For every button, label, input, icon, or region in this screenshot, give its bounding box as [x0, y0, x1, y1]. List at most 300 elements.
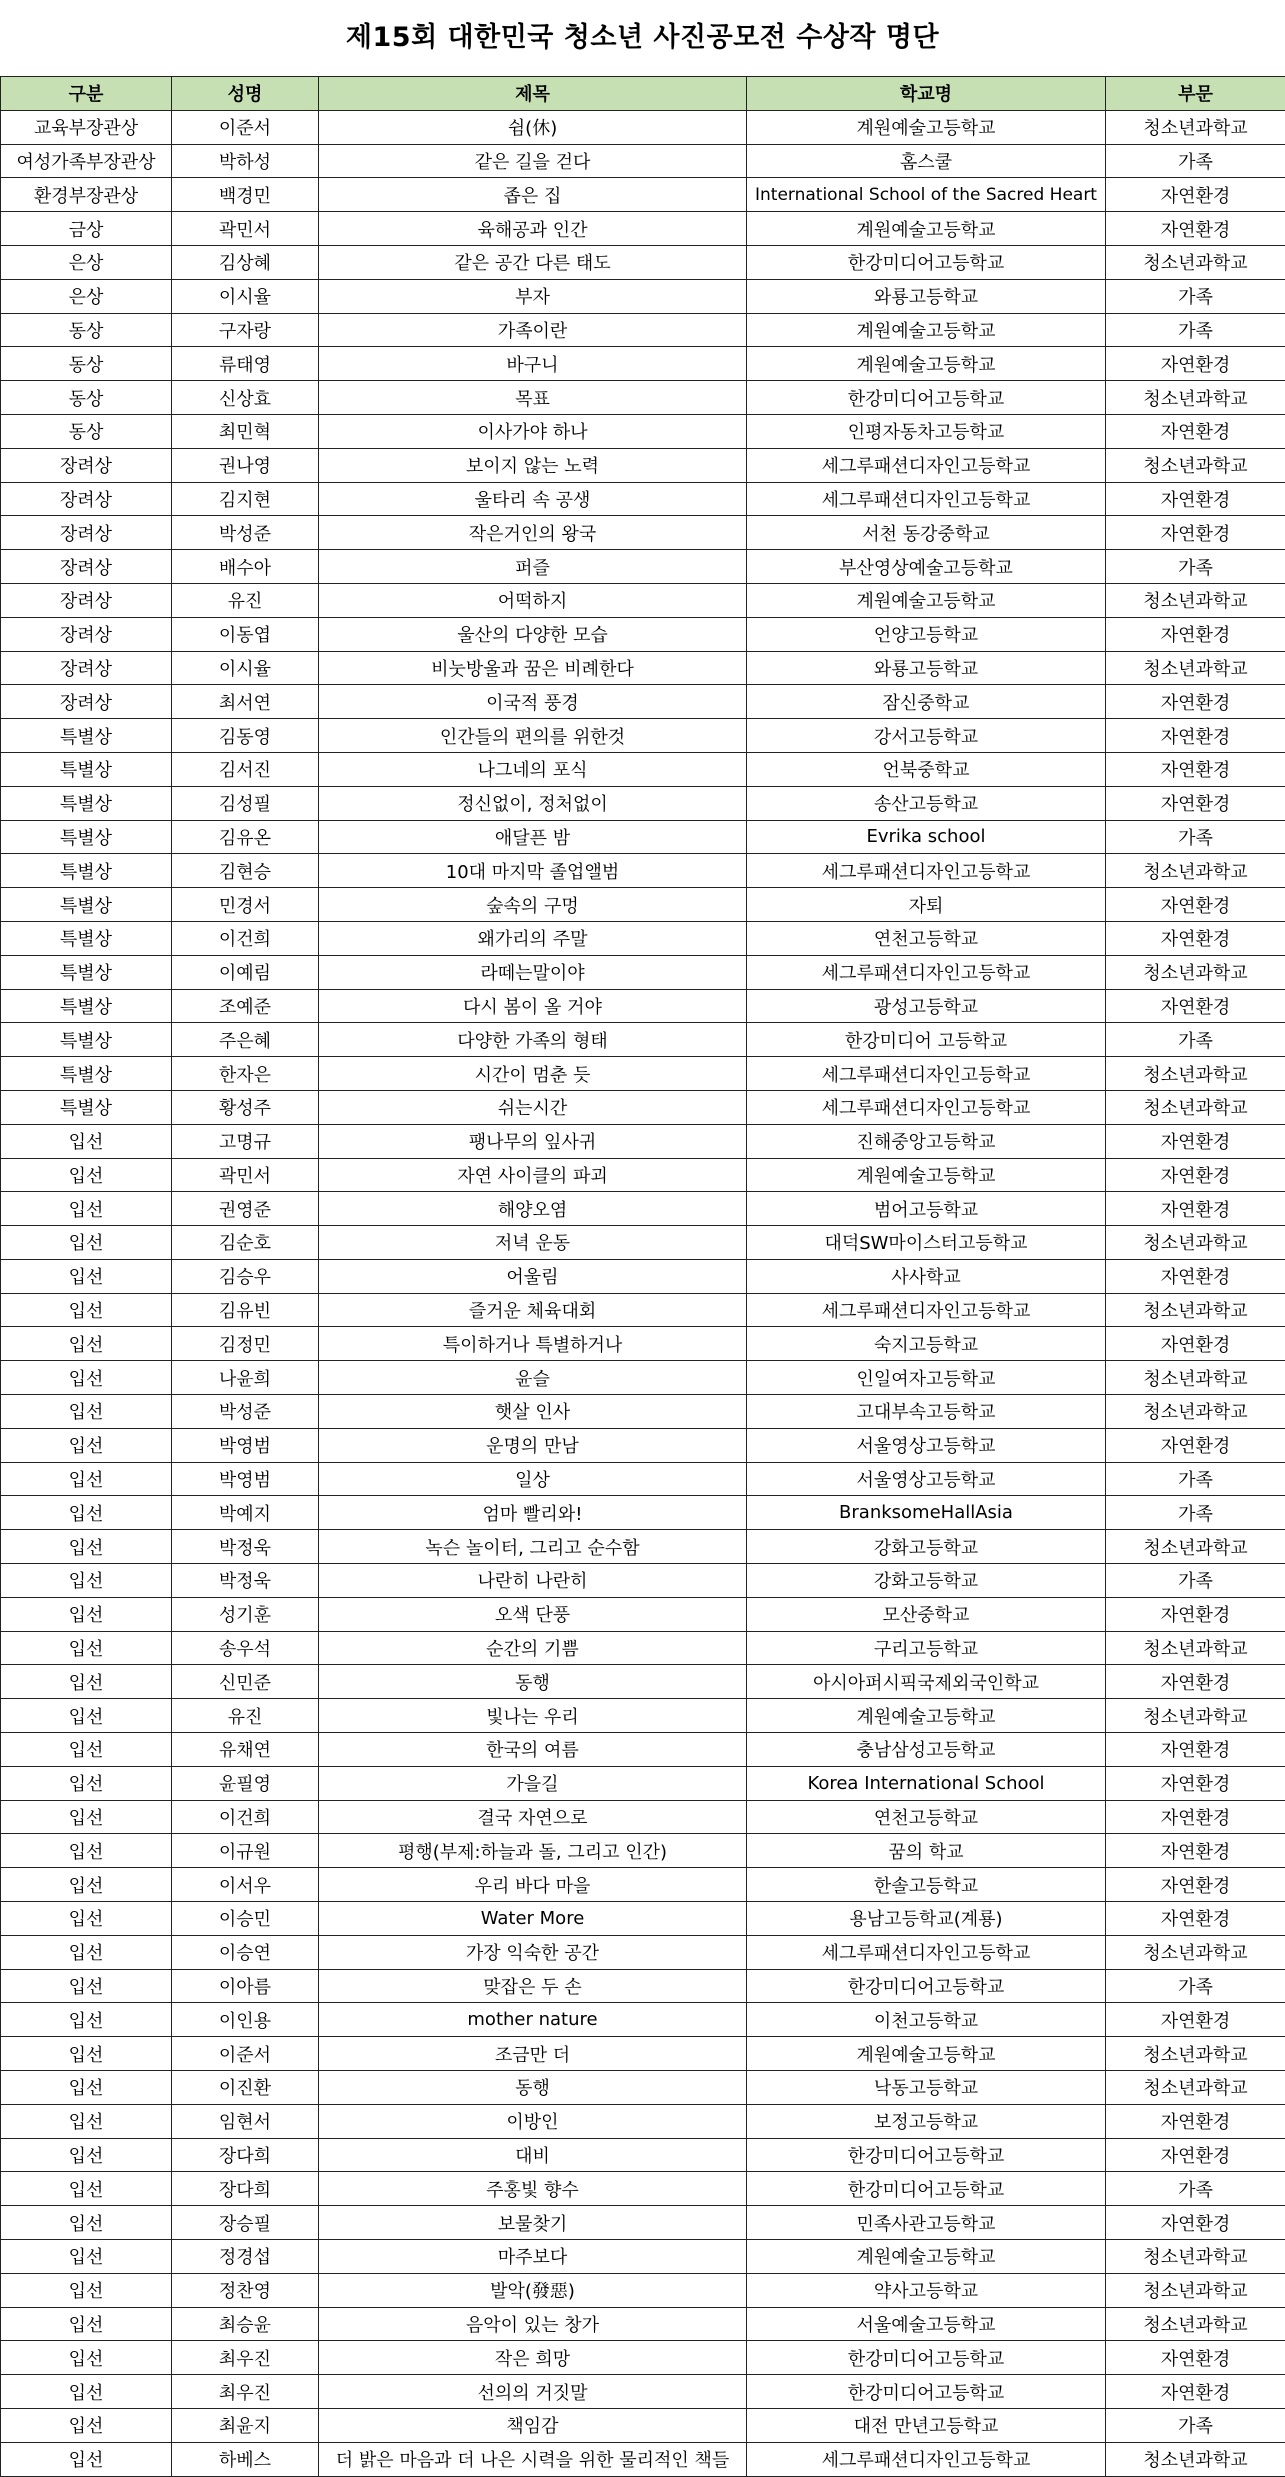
cell-work-title: 같은 공간 다른 태도 [319, 245, 747, 279]
cell-category: 장려상 [1, 448, 172, 482]
cell-name: 장승필 [172, 2206, 319, 2240]
cell-name: 박성준 [172, 516, 319, 550]
cell-work-title: 윤슬 [319, 1361, 747, 1395]
table-row [1, 617, 1285, 651]
cell-category: 특별상 [1, 921, 172, 955]
cell-name: 구자랑 [172, 313, 319, 347]
cell-work-title: 이방인 [319, 2104, 747, 2138]
table-row [1, 752, 1285, 786]
cell-category: 입선 [1, 1868, 172, 1902]
table-row [1, 482, 1285, 516]
cell-school: 범어고등학교 [747, 1192, 1106, 1226]
cell-school: 세그루패션디자인고등학교 [747, 1090, 1106, 1124]
cell-division: 청소년과학교 [1106, 2240, 1285, 2274]
cell-school: 연천고등학교 [747, 921, 1106, 955]
table-row [1, 955, 1285, 989]
cell-name: 이진환 [172, 2071, 319, 2105]
table-row [1, 1631, 1285, 1665]
cell-division: 청소년과학교 [1106, 1699, 1285, 1733]
cell-category: 입선 [1, 1733, 172, 1767]
table-row [1, 347, 1285, 381]
cell-school: 구리고등학교 [747, 1631, 1106, 1665]
cell-work-title: 울타리 속 공생 [319, 482, 747, 516]
cell-division: 가족 [1106, 1023, 1285, 1057]
cell-name: 신상효 [172, 381, 319, 415]
table-row [1, 1665, 1285, 1699]
cell-work-title: 시간이 멈춘 듯 [319, 1057, 747, 1091]
table-row [1, 1462, 1285, 1496]
table-row [1, 1192, 1285, 1226]
cell-category: 입선 [1, 2138, 172, 2172]
cell-name: 이건희 [172, 921, 319, 955]
cell-division: 자연환경 [1106, 752, 1285, 786]
table-row [1, 2341, 1285, 2375]
table-row [1, 1259, 1285, 1293]
cell-school: 언양고등학교 [747, 617, 1106, 651]
cell-division: 자연환경 [1106, 1902, 1285, 1936]
cell-category: 금상 [1, 212, 172, 246]
table-row [1, 888, 1285, 922]
cell-category: 입선 [1, 1597, 172, 1631]
cell-school: 사사학교 [747, 1259, 1106, 1293]
cell-name: 박정욱 [172, 1564, 319, 1598]
table-row [1, 786, 1285, 820]
cell-school: 계원예술고등학교 [747, 583, 1106, 617]
cell-division: 자연환경 [1106, 347, 1285, 381]
cell-category: 동상 [1, 381, 172, 415]
cell-name: 이시율 [172, 651, 319, 685]
cell-name: 민경서 [172, 888, 319, 922]
cell-name: 김현승 [172, 854, 319, 888]
cell-division: 자연환경 [1106, 2003, 1285, 2037]
cell-work-title: 울산의 다양한 모습 [319, 617, 747, 651]
cell-division: 청소년과학교 [1106, 1530, 1285, 1564]
table-row [1, 1361, 1285, 1395]
cell-work-title: 평행(부제:하늘과 돌, 그리고 인간) [319, 1834, 747, 1868]
cell-school: 용남고등학교(계룡) [747, 1902, 1106, 1936]
cell-work-title: 팽나무의 잎사귀 [319, 1124, 747, 1158]
cell-name: 최우진 [172, 2341, 319, 2375]
cell-school: 세그루패션디자인고등학교 [747, 955, 1106, 989]
cell-name: 김성필 [172, 786, 319, 820]
cell-category: 특별상 [1, 786, 172, 820]
table-row [1, 1124, 1285, 1158]
cell-division: 청소년과학교 [1106, 1090, 1285, 1124]
cell-category: 장려상 [1, 651, 172, 685]
cell-category: 특별상 [1, 888, 172, 922]
cell-school: 한강미디어 고등학교 [747, 1023, 1106, 1057]
cell-category: 입선 [1, 2003, 172, 2037]
cell-division: 자연환경 [1106, 516, 1285, 550]
cell-work-title: 인간들의 편의를 위한것 [319, 719, 747, 753]
cell-school: 대덕SW마이스터고등학교 [747, 1226, 1106, 1260]
cell-category: 입선 [1, 1226, 172, 1260]
table-row [1, 1800, 1285, 1834]
cell-school: 약사고등학교 [747, 2273, 1106, 2307]
cell-category: 동상 [1, 414, 172, 448]
cell-work-title: 이국적 풍경 [319, 685, 747, 719]
cell-work-title: 좁은 집 [319, 178, 747, 212]
cell-division: 청소년과학교 [1106, 1226, 1285, 1260]
cell-name: 성기훈 [172, 1597, 319, 1631]
table-row [1, 178, 1285, 212]
cell-work-title: 어떡하지 [319, 583, 747, 617]
cell-work-title: 발악(發惡) [319, 2273, 747, 2307]
cell-name: 김유빈 [172, 1293, 319, 1327]
cell-school: 인평자동차고등학교 [747, 414, 1106, 448]
cell-name: 이서우 [172, 1868, 319, 1902]
cell-division: 자연환경 [1106, 1158, 1285, 1192]
cell-school: 서울영상고등학교 [747, 1428, 1106, 1462]
cell-name: 권나영 [172, 448, 319, 482]
cell-school: 와룡고등학교 [747, 651, 1106, 685]
cell-work-title: 햇살 인사 [319, 1395, 747, 1429]
cell-division: 가족 [1106, 313, 1285, 347]
cell-category: 특별상 [1, 1023, 172, 1057]
cell-name: 박영범 [172, 1462, 319, 1496]
cell-division: 청소년과학교 [1106, 2273, 1285, 2307]
cell-division: 청소년과학교 [1106, 1631, 1285, 1665]
table-row [1, 1090, 1285, 1124]
cell-category: 입선 [1, 1564, 172, 1598]
cell-category: 특별상 [1, 955, 172, 989]
cell-category: 입선 [1, 2172, 172, 2206]
header-category: 구분 [1, 77, 172, 111]
cell-name: 임현서 [172, 2104, 319, 2138]
cell-division: 가족 [1106, 1496, 1285, 1530]
cell-division: 청소년과학교 [1106, 1395, 1285, 1429]
table-row [1, 2172, 1285, 2206]
cell-school: 세그루패션디자인고등학교 [747, 1057, 1106, 1091]
cell-category: 장려상 [1, 617, 172, 651]
cell-category: 장려상 [1, 550, 172, 584]
cell-work-title: 해양오염 [319, 1192, 747, 1226]
cell-category: 입선 [1, 1192, 172, 1226]
cell-category: 입선 [1, 1462, 172, 1496]
cell-category: 입선 [1, 1902, 172, 1936]
cell-work-title: 육해공과 인간 [319, 212, 747, 246]
cell-work-title: 자연 사이클의 파괴 [319, 1158, 747, 1192]
cell-category: 특별상 [1, 1090, 172, 1124]
cell-school: 고대부속고등학교 [747, 1395, 1106, 1429]
cell-category: 입선 [1, 1293, 172, 1327]
cell-name: 장다희 [172, 2172, 319, 2206]
cell-name: 박하성 [172, 144, 319, 178]
cell-name: 최승윤 [172, 2307, 319, 2341]
table-row [1, 1868, 1285, 1902]
cell-category: 장려상 [1, 583, 172, 617]
cell-category: 장려상 [1, 482, 172, 516]
cell-name: 정찬영 [172, 2273, 319, 2307]
table-row [1, 516, 1285, 550]
table-row [1, 1395, 1285, 1429]
cell-category: 환경부장관상 [1, 178, 172, 212]
cell-division: 자연환경 [1106, 685, 1285, 719]
cell-division: 청소년과학교 [1106, 854, 1285, 888]
cell-school: 세그루패션디자인고등학교 [747, 1293, 1106, 1327]
cell-school: 서울예술고등학교 [747, 2307, 1106, 2341]
cell-division: 자연환경 [1106, 1428, 1285, 1462]
cell-division: 가족 [1106, 144, 1285, 178]
cell-division: 청소년과학교 [1106, 448, 1285, 482]
table-row [1, 820, 1285, 854]
cell-work-title: 쉼(休) [319, 110, 747, 144]
cell-work-title: 숲속의 구멍 [319, 888, 747, 922]
cell-work-title: 같은 길을 걷다 [319, 144, 747, 178]
cell-school: 충남삼성고등학교 [747, 1733, 1106, 1767]
cell-category: 입선 [1, 2307, 172, 2341]
cell-work-title: 음악이 있는 창가 [319, 2307, 747, 2341]
cell-work-title: 나그네의 포식 [319, 752, 747, 786]
cell-name: 김동영 [172, 719, 319, 753]
cell-category: 특별상 [1, 989, 172, 1023]
cell-category: 입선 [1, 1327, 172, 1361]
table-row [1, 550, 1285, 584]
table-row [1, 313, 1285, 347]
table-row [1, 1733, 1285, 1767]
table-row [1, 1699, 1285, 1733]
cell-division: 자연환경 [1106, 2341, 1285, 2375]
cell-division: 자연환경 [1106, 1192, 1285, 1226]
cell-work-title: Water More [319, 1902, 747, 1936]
cell-division: 가족 [1106, 1462, 1285, 1496]
cell-category: 입선 [1, 1158, 172, 1192]
table-row [1, 921, 1285, 955]
cell-work-title: 일상 [319, 1462, 747, 1496]
cell-work-title: 작은 희망 [319, 2341, 747, 2375]
cell-category: 입선 [1, 1428, 172, 1462]
cell-name: 김순호 [172, 1226, 319, 1260]
cell-school: 계원예술고등학교 [747, 2037, 1106, 2071]
document-title: 제15회 대한민국 청소년 사진공모전 수상작 명단 [0, 0, 1285, 76]
cell-work-title: 대비 [319, 2138, 747, 2172]
cell-division: 청소년과학교 [1106, 2037, 1285, 2071]
cell-division: 자연환경 [1106, 1800, 1285, 1834]
cell-name: 조예준 [172, 989, 319, 1023]
cell-school: 한강미디어고등학교 [747, 2341, 1106, 2375]
cell-division: 청소년과학교 [1106, 381, 1285, 415]
cell-name: 최우진 [172, 2375, 319, 2409]
cell-category: 특별상 [1, 820, 172, 854]
cell-category: 입선 [1, 2408, 172, 2442]
cell-work-title: 10대 마지막 졸업앨범 [319, 854, 747, 888]
table-row [1, 414, 1285, 448]
cell-category: 입선 [1, 1969, 172, 2003]
cell-category: 동상 [1, 347, 172, 381]
table-row [1, 1226, 1285, 1260]
cell-school: 잠신중학교 [747, 685, 1106, 719]
cell-name: 이건희 [172, 1800, 319, 1834]
cell-name: 유채연 [172, 1733, 319, 1767]
table-row [1, 1057, 1285, 1091]
cell-work-title: 맞잡은 두 손 [319, 1969, 747, 2003]
table-row [1, 2138, 1285, 2172]
cell-category: 교육부장관상 [1, 110, 172, 144]
cell-division: 자연환경 [1106, 1733, 1285, 1767]
cell-name: 곽민서 [172, 212, 319, 246]
cell-name: 장다희 [172, 2138, 319, 2172]
cell-school: 자퇴 [747, 888, 1106, 922]
cell-division: 가족 [1106, 820, 1285, 854]
cell-division: 가족 [1106, 1564, 1285, 1598]
cell-name: 이승민 [172, 1902, 319, 1936]
cell-work-title: 바구니 [319, 347, 747, 381]
cell-name: 나윤희 [172, 1361, 319, 1395]
cell-school: 계원예술고등학교 [747, 347, 1106, 381]
cell-work-title: 목표 [319, 381, 747, 415]
cell-name: 김정민 [172, 1327, 319, 1361]
table-row [1, 381, 1285, 415]
cell-division: 자연환경 [1106, 1259, 1285, 1293]
cell-name: 하베스 [172, 2442, 319, 2476]
cell-category: 입선 [1, 2273, 172, 2307]
cell-category: 입선 [1, 1699, 172, 1733]
cell-name: 신민준 [172, 1665, 319, 1699]
cell-work-title: 빛나는 우리 [319, 1699, 747, 1733]
cell-work-title: 저녁 운동 [319, 1226, 747, 1260]
cell-school: 세그루패션디자인고등학교 [747, 2442, 1106, 2476]
table-row [1, 2104, 1285, 2138]
cell-school: 아시아퍼시픽국제외국인학교 [747, 1665, 1106, 1699]
table-row [1, 2442, 1285, 2476]
cell-division: 자연환경 [1106, 1327, 1285, 1361]
cell-division: 가족 [1106, 2172, 1285, 2206]
cell-division: 청소년과학교 [1106, 1293, 1285, 1327]
header-division: 부문 [1106, 77, 1285, 111]
table-row [1, 2037, 1285, 2071]
cell-division: 가족 [1106, 2408, 1285, 2442]
cell-category: 입선 [1, 1834, 172, 1868]
cell-category: 특별상 [1, 1057, 172, 1091]
cell-division: 자연환경 [1106, 2206, 1285, 2240]
table-row [1, 110, 1285, 144]
table-row [1, 1564, 1285, 1598]
cell-division: 가족 [1106, 1969, 1285, 2003]
cell-work-title: 선의의 거짓말 [319, 2375, 747, 2409]
cell-school: 한강미디어고등학교 [747, 381, 1106, 415]
cell-name: 류태영 [172, 347, 319, 381]
cell-division: 자연환경 [1106, 2375, 1285, 2409]
cell-name: 최민혁 [172, 414, 319, 448]
cell-name: 정경섭 [172, 2240, 319, 2274]
cell-name: 유진 [172, 1699, 319, 1733]
cell-name: 김유온 [172, 820, 319, 854]
cell-school: 낙동고등학교 [747, 2071, 1106, 2105]
cell-school: 세그루패션디자인고등학교 [747, 854, 1106, 888]
cell-school: 계원예술고등학교 [747, 1158, 1106, 1192]
table-row [1, 1293, 1285, 1327]
cell-work-title: 한국의 여름 [319, 1733, 747, 1767]
cell-category: 입선 [1, 2104, 172, 2138]
table-header-row [1, 77, 1285, 111]
cell-name: 박정욱 [172, 1530, 319, 1564]
cell-division: 자연환경 [1106, 178, 1285, 212]
cell-work-title: 라떼는말이야 [319, 955, 747, 989]
cell-category: 입선 [1, 2341, 172, 2375]
cell-name: 김지현 [172, 482, 319, 516]
cell-work-title: 주홍빛 향수 [319, 2172, 747, 2206]
cell-category: 입선 [1, 1665, 172, 1699]
cell-name: 이아름 [172, 1969, 319, 2003]
cell-division: 청소년과학교 [1106, 2307, 1285, 2341]
table-row [1, 989, 1285, 1023]
cell-division: 자연환경 [1106, 719, 1285, 753]
table-row [1, 1327, 1285, 1361]
cell-school: 계원예술고등학교 [747, 1699, 1106, 1733]
cell-name: 이예림 [172, 955, 319, 989]
cell-name: 주은혜 [172, 1023, 319, 1057]
cell-work-title: 동행 [319, 2071, 747, 2105]
table-row [1, 1597, 1285, 1631]
cell-school: 송산고등학교 [747, 786, 1106, 820]
cell-school: 보정고등학교 [747, 2104, 1106, 2138]
cell-work-title: 정신없이, 정처없이 [319, 786, 747, 820]
cell-name: 이동엽 [172, 617, 319, 651]
cell-work-title: 책임감 [319, 2408, 747, 2442]
cell-school: 부산영상예술고등학교 [747, 550, 1106, 584]
cell-category: 입선 [1, 1935, 172, 1969]
cell-name: 이시율 [172, 279, 319, 313]
cell-name: 한자은 [172, 1057, 319, 1091]
cell-work-title: 동행 [319, 1665, 747, 1699]
cell-work-title: 오색 단풍 [319, 1597, 747, 1631]
cell-division: 자연환경 [1106, 2138, 1285, 2172]
cell-work-title: 쉬는시간 [319, 1090, 747, 1124]
cell-division: 청소년과학교 [1106, 245, 1285, 279]
cell-school: 숙지고등학교 [747, 1327, 1106, 1361]
cell-school: 대전 만년고등학교 [747, 2408, 1106, 2442]
cell-work-title: 특이하거나 특별하거나 [319, 1327, 747, 1361]
cell-work-title: mother nature [319, 2003, 747, 2037]
cell-school: 인일여자고등학교 [747, 1361, 1106, 1395]
cell-school: 한강미디어고등학교 [747, 1969, 1106, 2003]
cell-name: 곽민서 [172, 1158, 319, 1192]
cell-name: 이승연 [172, 1935, 319, 1969]
table-row [1, 448, 1285, 482]
cell-name: 박예지 [172, 1496, 319, 1530]
cell-division: 자연환경 [1106, 888, 1285, 922]
cell-category: 입선 [1, 2206, 172, 2240]
cell-work-title: 가을길 [319, 1766, 747, 1800]
cell-school: International School of the Sacred Heart [747, 178, 1106, 212]
cell-name: 이준서 [172, 2037, 319, 2071]
cell-work-title: 비눗방울과 꿈은 비례한다 [319, 651, 747, 685]
cell-division: 자연환경 [1106, 989, 1285, 1023]
cell-name: 최서연 [172, 685, 319, 719]
table-row [1, 1766, 1285, 1800]
table-row [1, 854, 1285, 888]
cell-category: 입선 [1, 2375, 172, 2409]
cell-category: 특별상 [1, 752, 172, 786]
cell-division: 자연환경 [1106, 482, 1285, 516]
cell-name: 김승우 [172, 1259, 319, 1293]
cell-school: 서천 동강중학교 [747, 516, 1106, 550]
cell-work-title: 운명의 만남 [319, 1428, 747, 1462]
cell-name: 이인용 [172, 2003, 319, 2037]
table-row [1, 1834, 1285, 1868]
cell-division: 가족 [1106, 550, 1285, 584]
cell-category: 동상 [1, 313, 172, 347]
cell-work-title: 어울림 [319, 1259, 747, 1293]
cell-work-title: 순간의 기쁨 [319, 1631, 747, 1665]
cell-school: 세그루패션디자인고등학교 [747, 448, 1106, 482]
table-row [1, 685, 1285, 719]
cell-work-title: 조금만 더 [319, 2037, 747, 2071]
cell-name: 이준서 [172, 110, 319, 144]
cell-category: 입선 [1, 1395, 172, 1429]
table-row [1, 651, 1285, 685]
cell-division: 자연환경 [1106, 1665, 1285, 1699]
